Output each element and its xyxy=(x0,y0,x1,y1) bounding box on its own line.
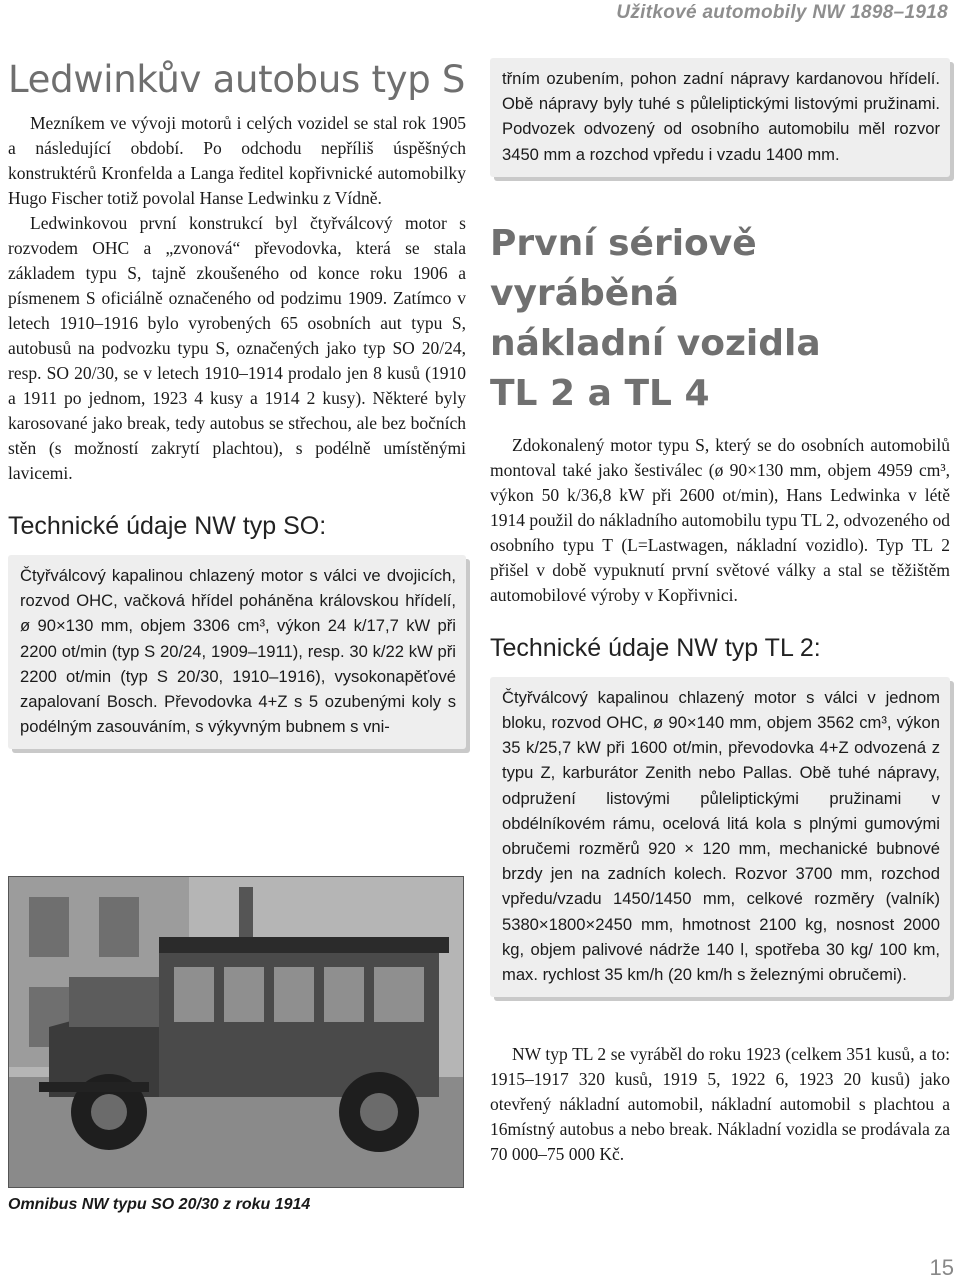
title-line-2: nákladní vozidla xyxy=(490,322,821,364)
page-number: 15 xyxy=(929,1255,954,1280)
running-head: Užitkové automobily NW 1898–1918 xyxy=(616,2,948,23)
title-line-3: TL 2 a TL 4 xyxy=(490,372,710,414)
right-column xyxy=(490,50,950,997)
spec-box-so-continued xyxy=(490,58,950,177)
spec-box-so xyxy=(8,555,466,749)
article-title-bus: Ledwinkův autobus typ S xyxy=(8,58,466,101)
article-title-trucks xyxy=(490,219,950,419)
closing-paragraph-tl2: NW typ TL 2 se vyráběl do roku 1923 (celkem 351 kusů, a to: 1915–1917 320 kusů, 1919 5, 1922 6, 1923 20 kusů) jako otevřený nákladní automobil, nákladní automobil s plachtou a 16místný autobus a nebo break. Nákladní vozidla se prodávala za 70 000–75 000 Kč. xyxy=(490,1044,950,1164)
omnibus-illustration xyxy=(9,877,463,1187)
spec-heading-so: Technické údaje NW typ SO: xyxy=(8,512,327,540)
closing-column xyxy=(490,1042,950,1167)
left-column xyxy=(8,50,466,749)
title-line-1: První sériově vyráběná xyxy=(490,222,757,314)
body-paragraph-tl2: Zdokonalený motor typu S, který se do osobních automobilů montoval také jako šestiválec (ø 90×130 mm, objem 4959 cm³, výkon 50 k/36,8 kW při 2600 ot/min), Hans Ledwinka v létě 1914 použil do nákladního automobilu typu TL 2, odvozeného od osobního typu T (L=Lastwagen, nákladní vozidlo). Typ TL 2 přišel v době vypuknutí první světové války a stal se těžištěm automobilové výroby v Kopřivnici. xyxy=(490,434,950,605)
photo-caption: Omnibus NW typu SO 20/30 z roku 1914 xyxy=(8,1196,311,1213)
body-paragraph-type-s: Ledwinkovou první konstrukcí byl čtyřválcový motor s rozvodem OHC a „zvonová“ převodovka, která se stala základem typu S, tajně zkoušeného od konce roku 1906 a písmenem S oficiálně označeného od podzimu 1909. Zatímco v letech 1910–1916 bylo vyrobených 65 osobních aut typu S, autobusů na podvozku typu S, označených jako typ SO 20/24, resp. SO 20/30, se v letech 1910–1914 prodalo jen 8 kusů (1910 a 1911 po jednom, 1923 4 kusy a 1914 2 kusy). Některé byly karosované jako break, tedy autobus se střechou, ale bez bočních stěn (s možností zakrytí plachtou), s podélně umístěnými lavicemi. xyxy=(8,213,466,483)
spec-box-tl2 xyxy=(490,677,950,997)
spec-heading-tl2: Technické údaje NW typ TL 2: xyxy=(490,633,821,662)
spec-text-tl2: Čtyřválcový kapalinou chlazený motor s válci v jednom bloku, rozvod OHC, ø 90×140 mm, objem 3562 cm³, výkon 35 k/25,7 kW při 1600 ot/min, převodovka 4+Z odvozená z typu Z, karburátor Zenith nebo Pallas. Obě tuhé nápravy, odpružení listovými půleliptickými pružinami v obdélníkovém rámu, ocelová litá kola s plnými gumovými obručemi rozměrů 920 × 120 mm, mechanické bubnové brzdy jen na zadních kolech. Rozvor 3700 mm, rozchod vpředu/vzadu 1450/1450 mm, celkové rozměry (valník) 5380×1800×2450 mm, hmotnost 2100 kg, nosnost 2000 kg, objem palivové nádrže 140 l, spotřeba 30 kg/ 100 km, max. rychlost 35 km/h (20 km/h s železnými obručemi). xyxy=(502,687,940,985)
spec-text-so-continued: třním ozubením, pohon zadní nápravy kardanovou hřídelí. Obě nápravy byly tuhé s půleliptickými listovými pružinami. Podvozek odvozený od osobního automobilu měl rozvor 3450 mm a rozchod vpředu i vzadu 1400 mm. xyxy=(502,69,940,164)
omnibus-photo xyxy=(8,876,464,1188)
spec-text-so: Čtyřválcový kapalinou chlazený motor s válci ve dvojicích, rozvod OHC, vačková hřídel poháněna královskou hřídelí, ø 90×130 mm, objem 3306 cm³, výkon 24 k/17,7 kW při 2200 ot/min (typ S 20/24, 1909–1911), resp. 30 k/22 kW při 2200 ot/min (typ S 20/30, 1910–1916), vysokonapěťové zapalovaní Bosch. Převodovka 4+Z s 5 ozubenými koly s podélným zasouváním, s výkyvným bubnem s vni- xyxy=(20,566,456,737)
intro-paragraph: Mezníkem ve vývoji motorů i celých vozidel se stal rok 1905 a následující období. Po odchodu nepříliš úspěšných konstruktérů Kronfelda a Langa ředitel kopřivnické automobilky Hugo Fischer totiž povolal Hanse Ledwinku z Vídně. xyxy=(8,113,466,208)
